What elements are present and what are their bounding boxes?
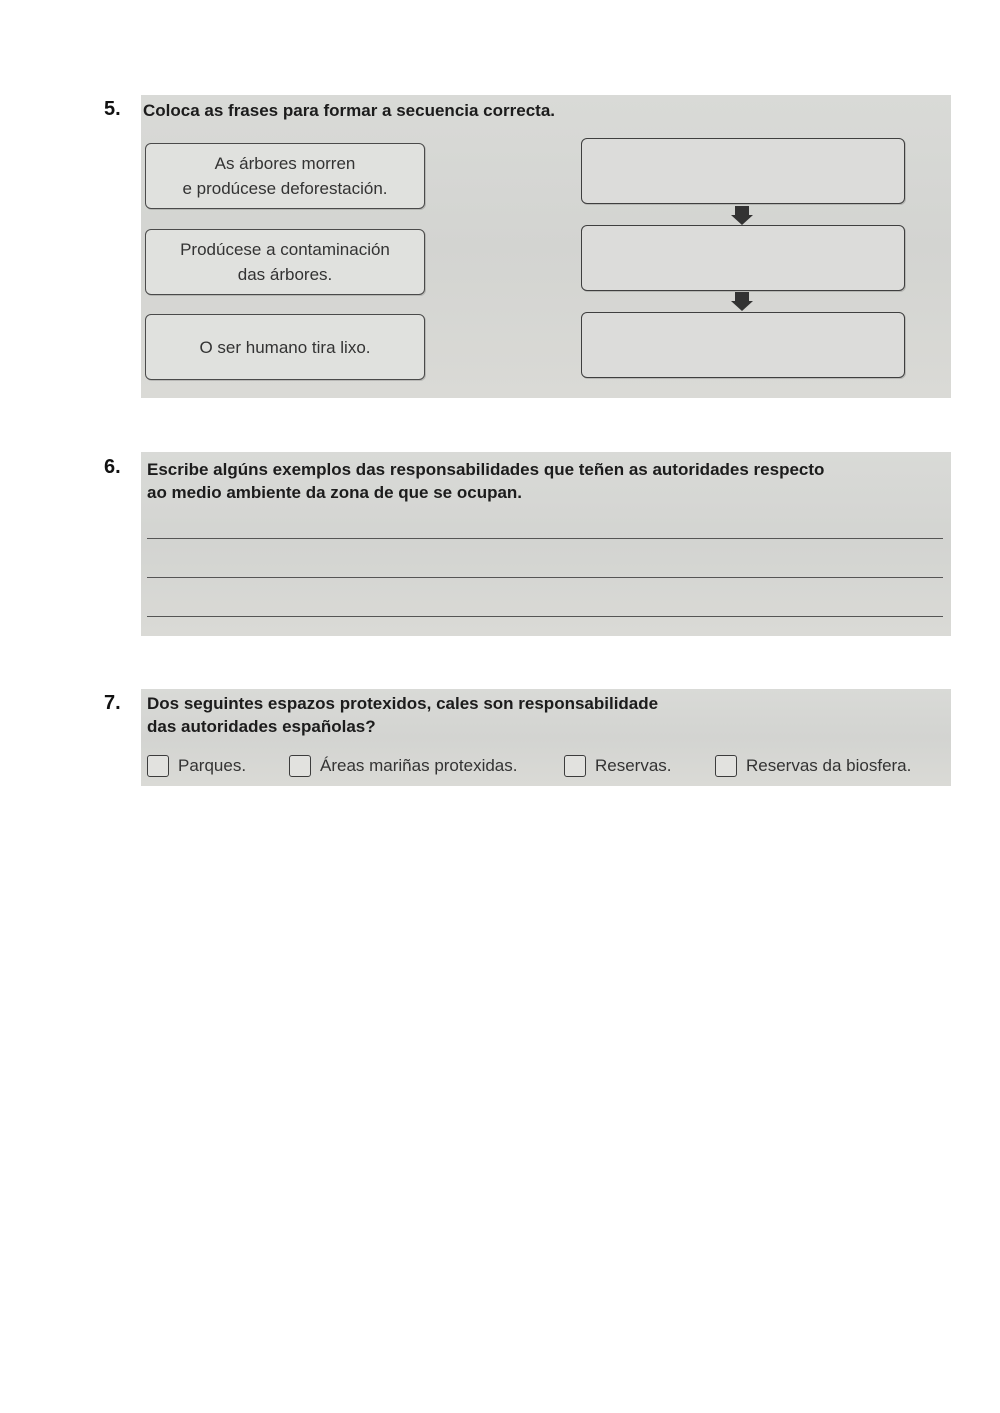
option-label: Reservas. [595,756,672,775]
option-reservas-biosfera[interactable] [715,751,911,781]
checkbox-reservas[interactable] [564,755,586,777]
option-reservas[interactable] [564,751,672,781]
checkbox-areas-marinas[interactable] [289,755,311,777]
responsibilities-prompt [147,458,824,504]
question-number-5: 5. [104,98,121,120]
phrase-card-line: das árbores. [237,265,333,284]
prompt-line: Dos seguintes espazos protexidos, cales son responsabilidade [147,694,659,713]
checkbox-parques[interactable] [147,755,169,777]
option-parques[interactable] [147,751,246,781]
prompt-line: Escribe algúns exemplos das responsabilidades que teñen as autoridades respecto [147,460,825,479]
sequence-prompt-text: Coloca as frases para formar a secuencia correcta. [143,101,555,120]
phrase-card-line: Prodúcese a contaminación [180,240,390,259]
phrase-card-line: As árbores morren [214,154,356,173]
sequence-slot-2[interactable] [581,225,905,291]
sequence-slot-3[interactable] [581,312,905,378]
answer-line-2[interactable] [147,577,943,578]
option-label: Parques. [178,756,247,775]
arrow-down-icon [731,292,753,314]
prompt-line: ao medio ambiente da zona de que se ocupan. [147,483,523,502]
option-areas-marinas[interactable] [289,751,517,781]
responsibilities-panel [141,452,951,636]
answer-line-1[interactable] [147,538,943,539]
question-number-7: 7. [104,692,121,714]
protected-areas-panel [141,689,951,786]
option-label: Reservas da biosfera. [746,756,912,775]
protected-areas-prompt [147,692,658,738]
checkbox-reservas-biosfera[interactable] [715,755,737,777]
phrase-card-trees-die[interactable] [145,143,425,209]
phrase-card-human-litter[interactable] [145,314,425,380]
phrase-card-line: e prodúcese deforestación. [182,179,388,198]
prompt-line: das autoridades españolas? [147,717,376,736]
option-label: Áreas mariñas protexidas. [320,756,518,775]
phrase-card-line: O ser humano tira lixo. [199,337,371,357]
sequence-prompt [143,99,555,122]
sequence-slot-1[interactable] [581,138,905,204]
sequence-panel [141,95,951,398]
phrase-card-contamination[interactable] [145,229,425,295]
question-number-6: 6. [104,456,121,478]
answer-line-3[interactable] [147,616,943,617]
options-row [147,751,951,781]
